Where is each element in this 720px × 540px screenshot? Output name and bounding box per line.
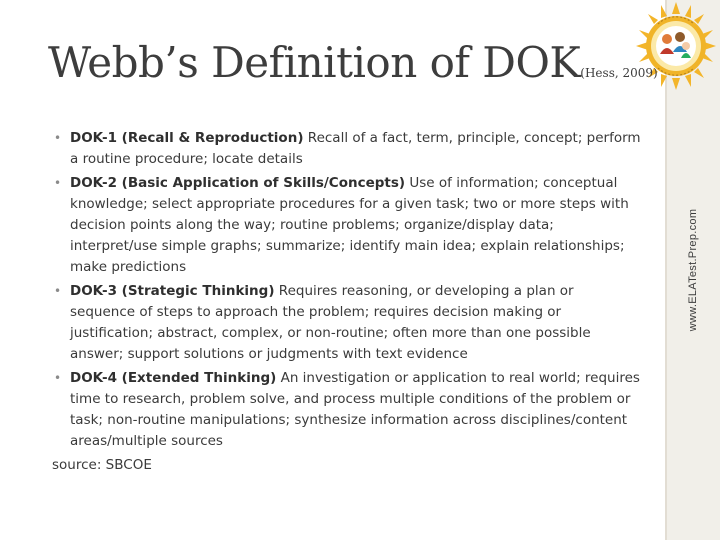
list-item bbox=[52, 128, 642, 170]
bullet-text: An investigation or application to real world; requires time to research, problem solve, and process multiple conditions of the problem or task; non-routine manipulations; synthesize information across disciplines/content areas/multiple sources bbox=[70, 370, 640, 449]
slide-content bbox=[52, 128, 642, 476]
list-item bbox=[52, 368, 642, 452]
bullet-text: Use of information; conceptual knowledge; select appropriate procedures for a given task; two or more steps with decision points along the way; routine problems; organize/display data; interpret/use simple graphs; summarize; identify main idea; explain relationships; make predictions bbox=[70, 175, 629, 275]
bullet-text: Requires reasoning, or developing a plan or sequence of steps to approach the problem; requires decision making or justification; abstract, complex, or non-routine; often more than one possible answer; support solutions or judgments with text evidence bbox=[70, 283, 591, 362]
bullet-term: DOK-2 (Basic Application of Skills/Concepts) bbox=[70, 175, 406, 191]
title-citation: (Hess, 2009) bbox=[580, 66, 658, 80]
title-text: Webb’s Definition of DOK bbox=[48, 38, 581, 87]
bullet-term: DOK-3 (Strategic Thinking) bbox=[70, 283, 275, 299]
bullet-term: DOK-1 (Recall & Reproduction) bbox=[70, 130, 304, 146]
source-note: source: SBCOE bbox=[52, 457, 152, 473]
list-item bbox=[52, 173, 642, 278]
side-url-text: www.ELATest.Prep.com bbox=[687, 208, 699, 332]
bullet-dot-icon: • bbox=[54, 371, 62, 385]
bullet-dot-icon: • bbox=[54, 284, 62, 298]
bullet-list bbox=[52, 128, 642, 452]
bullet-text: Recall of a fact, term, principle, concept; perform a routine procedure; locate details bbox=[70, 130, 641, 167]
list-item bbox=[52, 281, 642, 365]
bullet-dot-icon: • bbox=[54, 176, 62, 190]
page-title bbox=[48, 38, 658, 87]
bullet-term: DOK-4 (Extended Thinking) bbox=[70, 370, 277, 386]
bullet-dot-icon: • bbox=[54, 131, 62, 145]
